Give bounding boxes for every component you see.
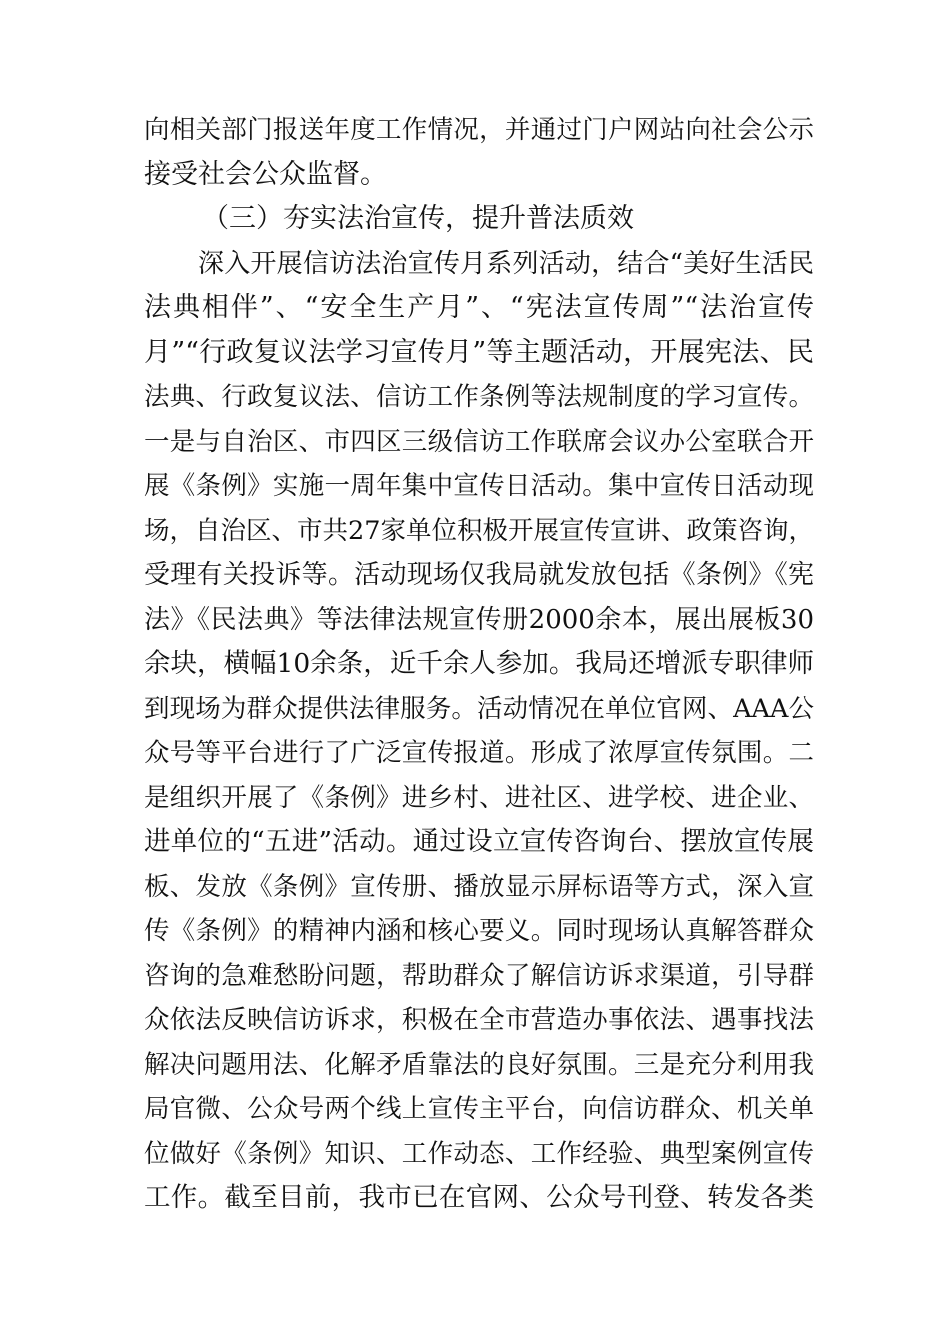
text-line: 一是与自治区、市四区三级信访工作联席会议办公室联合开 (144, 426, 814, 457)
text-line: 众号等平台进行了广泛宣传报道。形成了浓厚宣传氛围。二 (144, 738, 814, 768)
text-line: 解决问题用法、化解矛盾靠法的良好氛围。三是充分利用我 (144, 1049, 814, 1080)
text-line: 受理有关投诉等。活动现场仅我局就发放包括《条例》《宪 (144, 560, 814, 590)
document-body (144, 108, 814, 1221)
text-line: 位做好《条例》知识、工作动态、工作经验、典型案例宣传 (144, 1138, 814, 1169)
text-line: 余块，横幅10余条，近千余人参加。我局还增派专职律师 (144, 648, 814, 679)
paragraph-first-line: 深入开展信访法治宣传月系列活动，结合“美好生活民 (198, 248, 814, 279)
text-line: 向相关部门报送年度工作情况，并通过门户网站向社会公示 (144, 115, 814, 145)
text-line: 传《条例》的精神内涵和核心要义。同时现场认真解答群众 (144, 916, 814, 946)
text-line: 接受社会公众监督。 (144, 158, 387, 190)
text-line: 咨询的急难愁盼问题，帮助群众了解信访诉求渠道，引导群 (144, 960, 814, 991)
text-line: 板、发放《条例》宣传册、播放显示屏标语等方式，深入宣 (144, 871, 814, 902)
section-heading: （三）夯实法治宣传，提升普法质效 (202, 203, 634, 234)
text-line: 是组织开展了《条例》进乡村、进社区、进学校、进企业、 (144, 782, 814, 813)
text-line: 法典、行政复议法、信访工作条例等法规制度的学习宣传。 (144, 382, 814, 412)
text-line: 月”“行政复议法学习宣传月”等主题活动，开展宪法、民 (144, 336, 814, 368)
text-line: 局官微、公众号两个线上宣传主平台，向信访群众、机关单 (144, 1094, 814, 1124)
text-line: 场，自治区、市共27家单位积极开展宣传宣讲、政策咨询， (144, 515, 814, 546)
text-line: 法典相伴”、“安全生产月”、“宪法宣传周”“法治宣传 (144, 292, 814, 323)
text-line: 展《条例》实施一周年集中宣传日活动。集中宣传日活动现 (144, 471, 814, 501)
text-line: 众依法反映信访诉求，积极在全市营造办事依法、遇事找法 (144, 1005, 814, 1035)
text-line: 进单位的“五进”活动。通过设立宣传咨询台、摆放宣传展 (144, 826, 814, 857)
text-line: 工作。截至目前，我市已在官网、公众号刊登、转发各类 (144, 1182, 814, 1213)
text-line: 到现场为群众提供法律服务。活动情况在单位官网、AAA公 (144, 693, 814, 724)
text-line: 法》《民法典》等法律法规宣传册2000余本，展出展板30 (144, 604, 814, 635)
